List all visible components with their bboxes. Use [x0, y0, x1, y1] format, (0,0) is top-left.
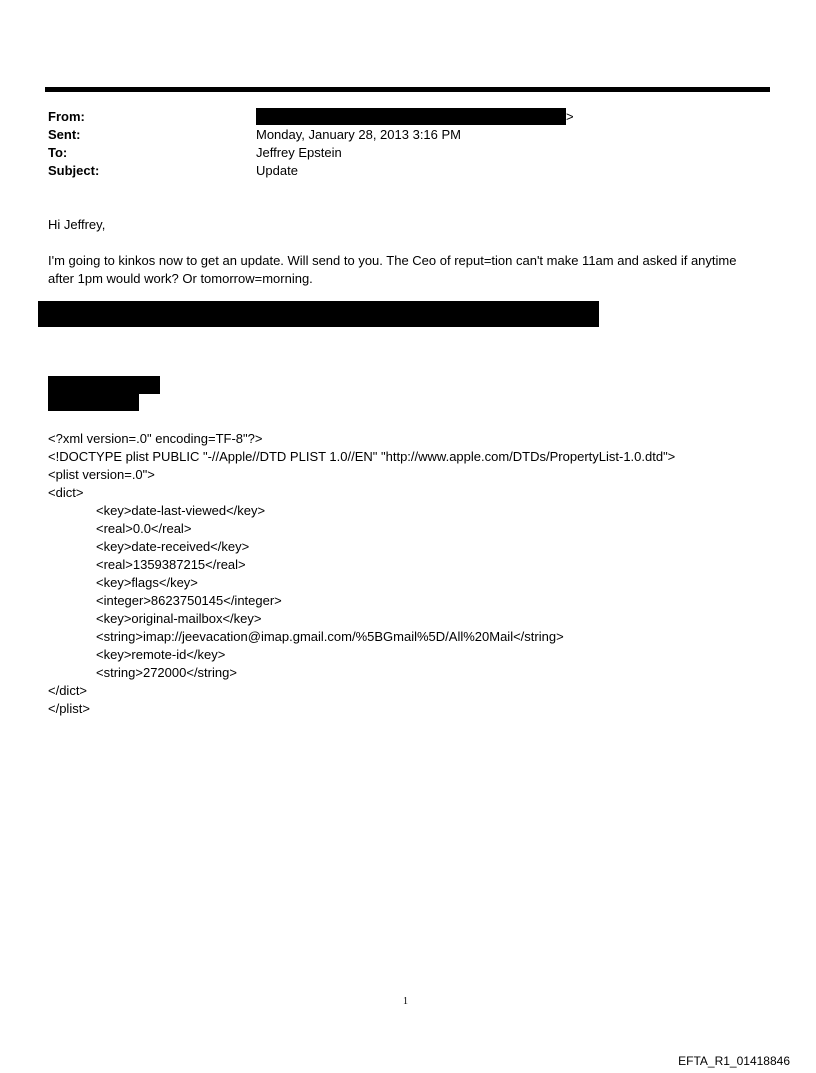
body-line-2: after 1pm would work? Or tomorrow=morning. — [48, 271, 313, 286]
body-redaction — [38, 301, 599, 327]
to-value: Jeffrey Epstein — [256, 145, 342, 160]
plist-line: <key>date-last-viewed</key> — [96, 503, 266, 518]
subject-label: Subject: — [48, 163, 100, 178]
from-suffix: > — [566, 109, 574, 124]
plist-line: </plist> — [48, 701, 90, 716]
page-number: 1 — [403, 996, 408, 1007]
plist-line: <real>0.0</real> — [96, 521, 192, 536]
greeting: Hi Jeffrey, — [48, 217, 106, 232]
plist-line: <key>date-received</key> — [96, 539, 250, 554]
signature-redaction-bottom — [48, 393, 139, 411]
plist-line: <string>imap://jeevacation@imap.gmail.com/%5BGmail%5D/All%20Mail</string> — [96, 629, 564, 644]
subject-value: Update — [256, 163, 298, 178]
from-redaction — [256, 108, 566, 125]
plist-line: <?xml version=.0" encoding=TF-8"?> — [48, 431, 263, 446]
plist-line: <integer>8623750145</integer> — [96, 593, 282, 608]
plist-line: <key>remote-id</key> — [96, 647, 226, 662]
bates-number: EFTA_R1_01418846 — [678, 1054, 790, 1068]
plist-line: </dict> — [48, 683, 88, 698]
plist-line: <dict> — [48, 485, 84, 500]
plist-line: <key>original-mailbox</key> — [96, 611, 262, 626]
plist-line: <!DOCTYPE plist PUBLIC "-//Apple//DTD PLIST 1.0//EN" "http://www.apple.com/DTDs/PropertyList-1.0.dtd"> — [48, 449, 676, 464]
body-line-1: I'm going to kinkos now to get an update. Will send to you. The Ceo of reput=tion can't make 11am and asked if anytime — [48, 253, 737, 268]
plist-line: <key>flags</key> — [96, 575, 198, 590]
to-label: To: — [48, 145, 68, 160]
header-rule — [45, 87, 770, 92]
plist-line: <string>272000</string> — [96, 665, 237, 680]
plist-line: <real>1359387215</real> — [96, 557, 246, 572]
plist-line: <plist version=.0"> — [48, 467, 155, 482]
from-label: From: — [48, 109, 85, 124]
sent-label: Sent: — [48, 127, 81, 142]
sent-value: Monday, January 28, 2013 3:16 PM — [256, 127, 461, 142]
signature-redaction-top — [48, 376, 160, 394]
